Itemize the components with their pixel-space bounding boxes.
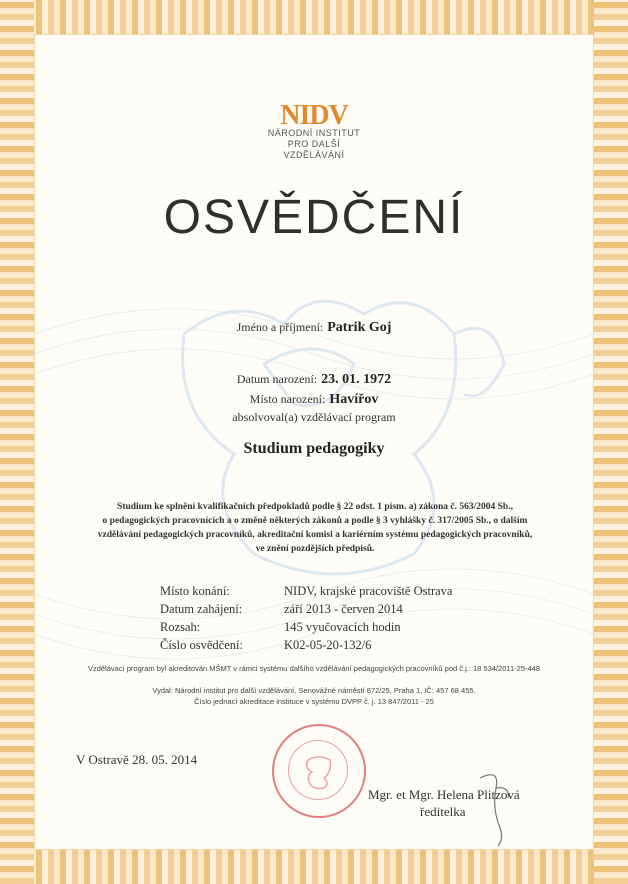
name-row	[0, 318, 628, 336]
signature-icon	[470, 768, 530, 848]
detail-label-venue: Místo konání:	[160, 584, 230, 598]
description-line: vzdělávání pedagogických pracovníků, akreditační komisi a kariérním systému pedagogických pracovníků,	[97, 530, 533, 540]
detail-label-start: Datum zahájení:	[160, 602, 243, 616]
certificate-title: OSVĚDČENÍ	[163, 191, 465, 244]
description-line: ve znění pozdějších předpisů.	[255, 544, 375, 554]
official-seal	[272, 724, 366, 818]
description-line: o pedagogických pracovnících a o změně některých zákonů a podle § 3 vyhlášky č. 317/2005 Sb., o dalším	[102, 516, 528, 526]
name-label: Jméno a příjmení:	[236, 320, 324, 334]
program-intro: absolvoval(a) vzdělávací program	[232, 410, 396, 424]
name-value: Patrik Goj	[327, 320, 392, 335]
signatory-role: ředitelka	[420, 804, 466, 819]
logo-line-3: VZDĚLÁVÁNÍ	[283, 150, 345, 160]
birth-date-label: Datum narození:	[236, 372, 318, 386]
program-name: Studium pedagogiky	[243, 440, 385, 457]
issuer-line-1: Vydal: Národní institut pro další vzdělávání, Senovážné náměstí 872/25, Praha 1, IČ: 457 68 455.	[152, 686, 476, 695]
detail-label-number: Číslo osvědčení:	[160, 638, 243, 652]
issuer-line-2: Číslo jednací akreditace instituce v systému DVPP č. j. 13 847/2011 - 25	[194, 697, 434, 706]
description-line: Studium ke splnění kvalifikačních předpokladů podle § 22 odst. 1 písm. a) zákona č. 563/2004 Sb.,	[117, 502, 513, 512]
place-and-date: V Ostravě 28. 05. 2014	[76, 752, 198, 767]
logo-mark: NIDV	[280, 100, 348, 131]
detail-value-venue: NIDV, krajské pracoviště Ostrava	[284, 584, 453, 598]
detail-value-scope: 145 vyučovacích hodin	[284, 620, 401, 634]
detail-value-number: K02-05-20-132/6	[284, 638, 372, 652]
birth-place-row	[0, 390, 628, 408]
accreditation-note: Vzdělávací program byl akreditován MŠMT v rámci systému dalšího vzdělávání pedagogických pracovníků pod č.j.: 18 534/2011-25-448	[87, 664, 541, 673]
detail-label-scope: Rozsah:	[160, 620, 201, 634]
birth-place-label: Místo narození:	[249, 392, 326, 406]
birth-date-value: 23. 01. 1972	[321, 372, 392, 387]
detail-value-start: září 2013 - červen 2014	[284, 602, 403, 616]
seal-lion-icon	[274, 726, 364, 816]
signatory-name: Mgr. et Mgr. Helena Plitzová	[368, 787, 520, 802]
logo-line-2: PRO DALŠÍ	[287, 139, 341, 149]
logo-line-1: NÁRODNÍ INSTITUT	[267, 128, 361, 138]
birth-date-row	[0, 370, 628, 388]
decorative-border-bottom	[0, 850, 628, 884]
program-description	[85, 500, 545, 556]
decorative-border-top	[0, 0, 628, 34]
birth-place-value: Havířov	[329, 392, 379, 407]
